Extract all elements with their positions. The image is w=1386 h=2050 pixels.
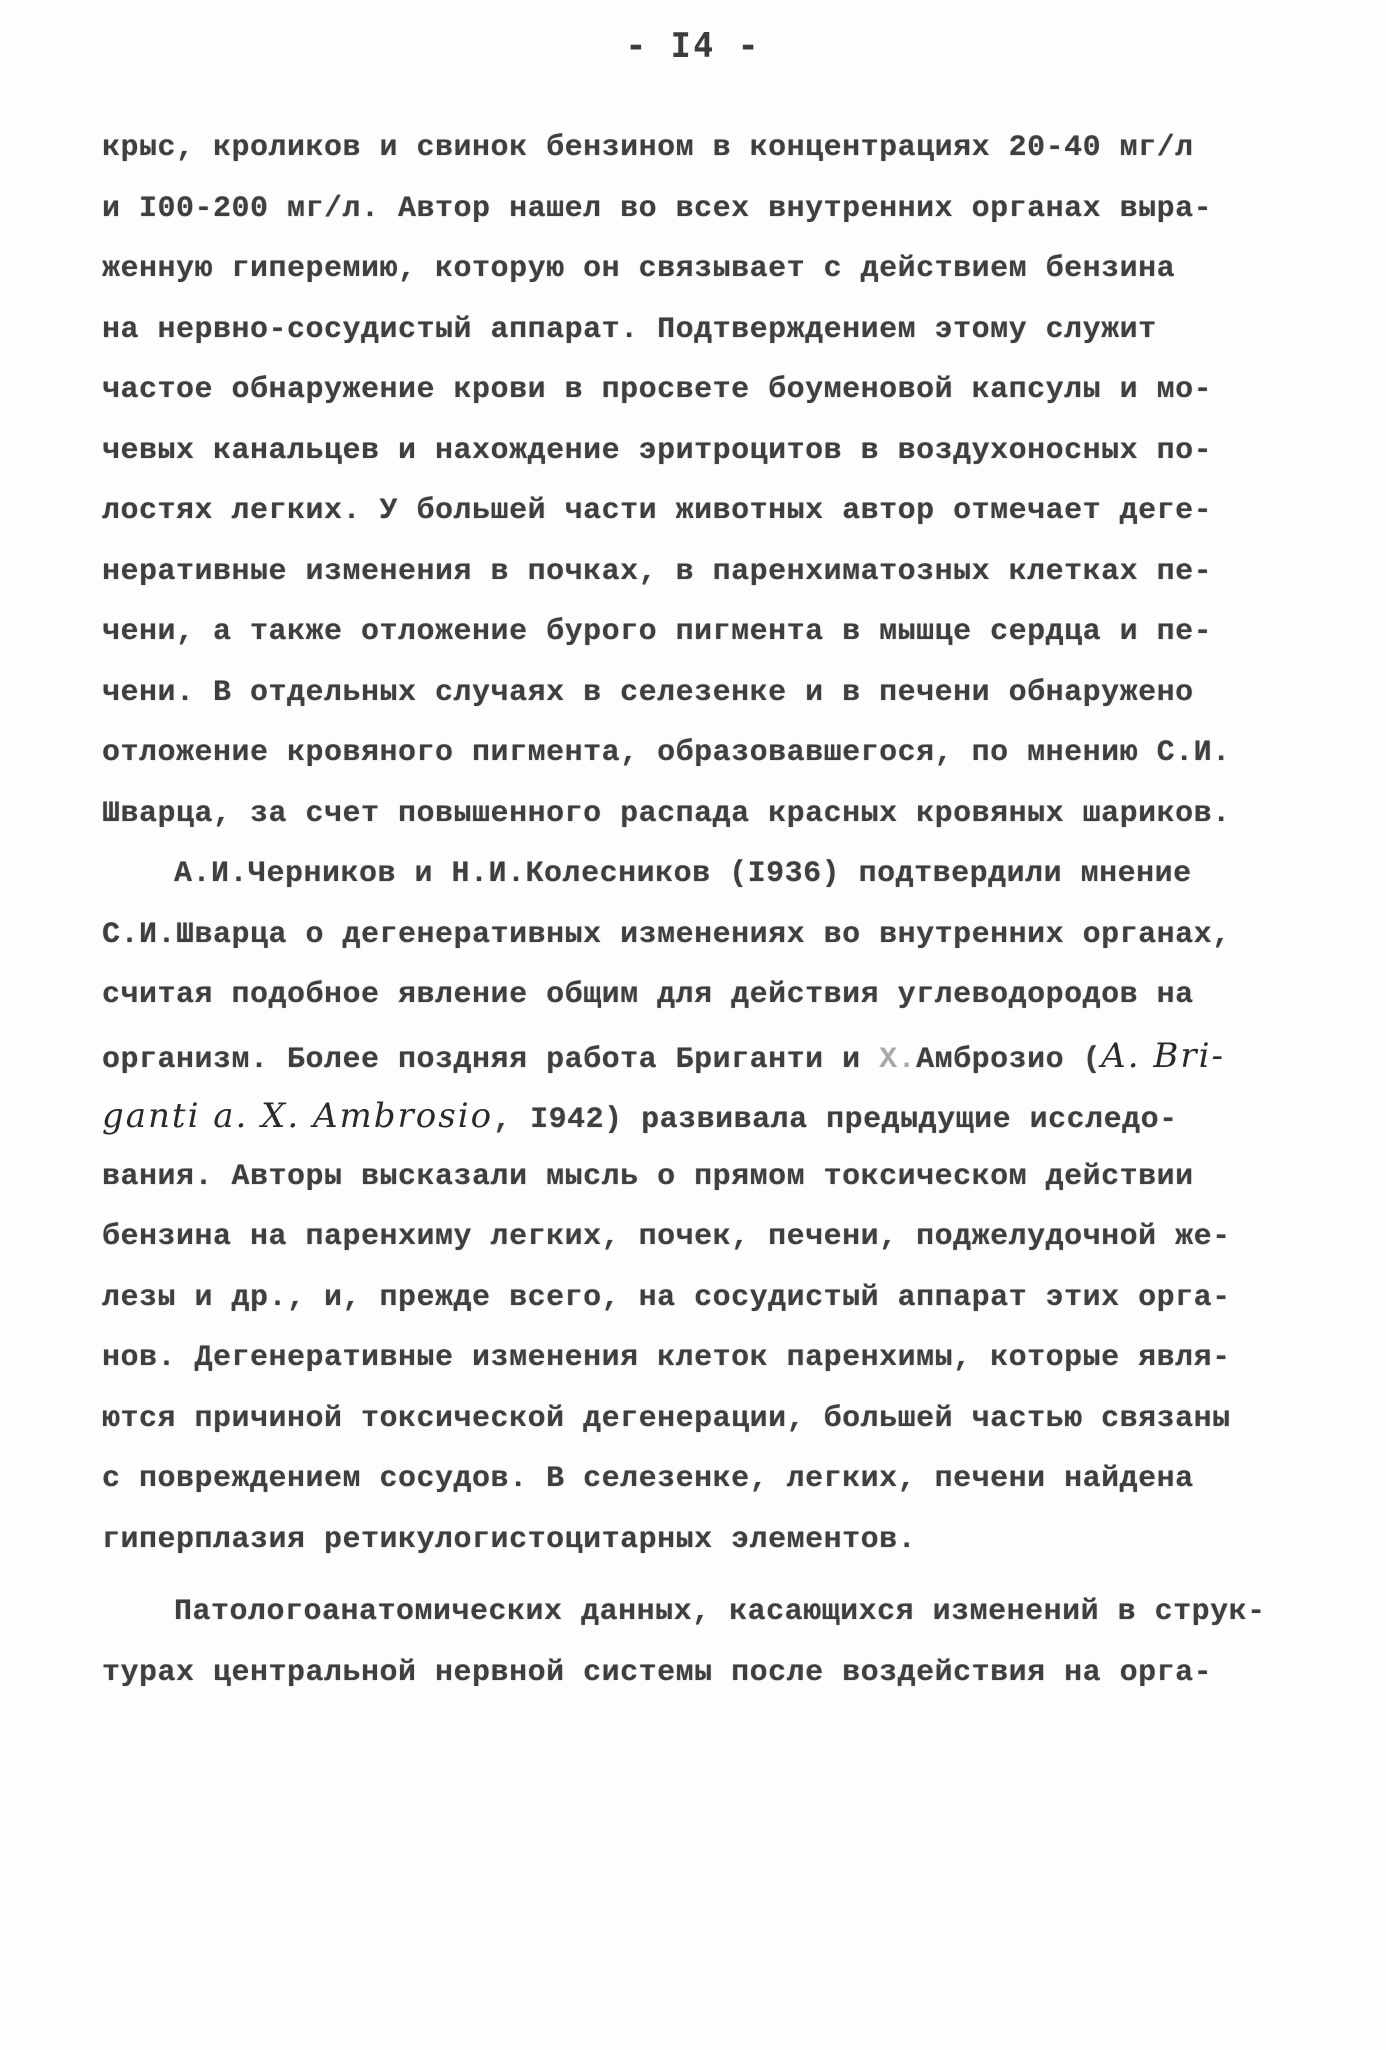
text-line: чевых канальцев и нахождение эритроцитов в воздухоносных по- — [102, 433, 1213, 468]
text-line: вания. Авторы высказали мысль о прямом токсическом действии — [102, 1159, 1194, 1194]
text-line: турах центральной нервной системы после воздействия на орга- — [102, 1655, 1213, 1690]
paragraph-first-line: А.И.Черников и Н.И.Колесников (I936) подтвердили мнение — [174, 857, 1192, 891]
text-line: и I00-200 мг/л. Автор нашел во всех внутренних органах выра- — [102, 191, 1213, 226]
text-line: с повреждением сосудов. В селезенке, легких, печени найдена — [102, 1462, 1194, 1496]
faint-initial: Х. — [879, 1042, 917, 1077]
text-line: лезы и др., и, прежде всего, на сосудистый аппарат этих орга- — [102, 1280, 1231, 1315]
text-line: частое обнаружение крови в просвете боуменовой капсулы и мо- — [102, 373, 1213, 407]
text-line: чени, а также отложение бурого пигмента в мышце сердца и пе- — [102, 615, 1213, 649]
text-line: отложение кровяного пигмента, образовавшегося, по мнению С.И. — [102, 736, 1231, 770]
text-line: Шварца, за счет повышенного распада красных кровяных шариков. — [102, 796, 1231, 831]
text-line: бензина на паренхиму легких, почек, печени, поджелудочной же- — [102, 1220, 1231, 1254]
text-line: на нервно-сосудистый аппарат. Подтверждением этому служит — [102, 312, 1157, 347]
paragraph-gap — [102, 1570, 1322, 1582]
text-line: считая подобное явление общим для действия углеводородов на — [102, 978, 1194, 1012]
text-line: ются причиной токсической дегенерации, большей частью связаны — [102, 1401, 1231, 1436]
page-number: - I4 - — [625, 26, 761, 66]
text-line: неративные изменения в почках, в паренхиматозных клетках пе- — [102, 554, 1213, 589]
handwritten-annotation: A. Bri- — [1101, 1035, 1225, 1076]
handwritten-annotation: ganti a. X. Ambrosio — [102, 1096, 494, 1136]
text-line: гиперплазия ретикулогистоцитарных элементов. — [102, 1522, 917, 1557]
paragraph-first-line: Патологоанатомических данных, касающихся изменений в струк- — [174, 1595, 1266, 1629]
text-line-with-handwriting — [102, 1086, 1322, 1147]
text-line-with-handwriting — [102, 1026, 1322, 1087]
text-line: лостях легких. У большей части животных автор отмечает деге- — [102, 494, 1213, 528]
text-line: С.И.Шварца о дегенеративных изменениях во внутренних органах, — [102, 917, 1231, 952]
body-text — [102, 118, 1322, 1703]
typed-text: , I942) развивала предыдущие исследо- — [493, 1103, 1178, 1137]
text-line: крыс, кроликов и свинок бензином в концентрациях 20-40 мг/л — [102, 131, 1194, 165]
typed-text: организм. Более поздняя работа Бриганти и — [102, 1042, 880, 1077]
text-line: женную гиперемию, которую он связывает с действием бензина — [102, 252, 1176, 286]
text-line: нов. Дегенеративные изменения клеток паренхимы, которые явля- — [102, 1341, 1231, 1375]
typed-text: Амброзио ( — [916, 1042, 1102, 1077]
text-line: чени. В отдельных случаях в селезенке и в печени обнаружено — [102, 675, 1194, 710]
